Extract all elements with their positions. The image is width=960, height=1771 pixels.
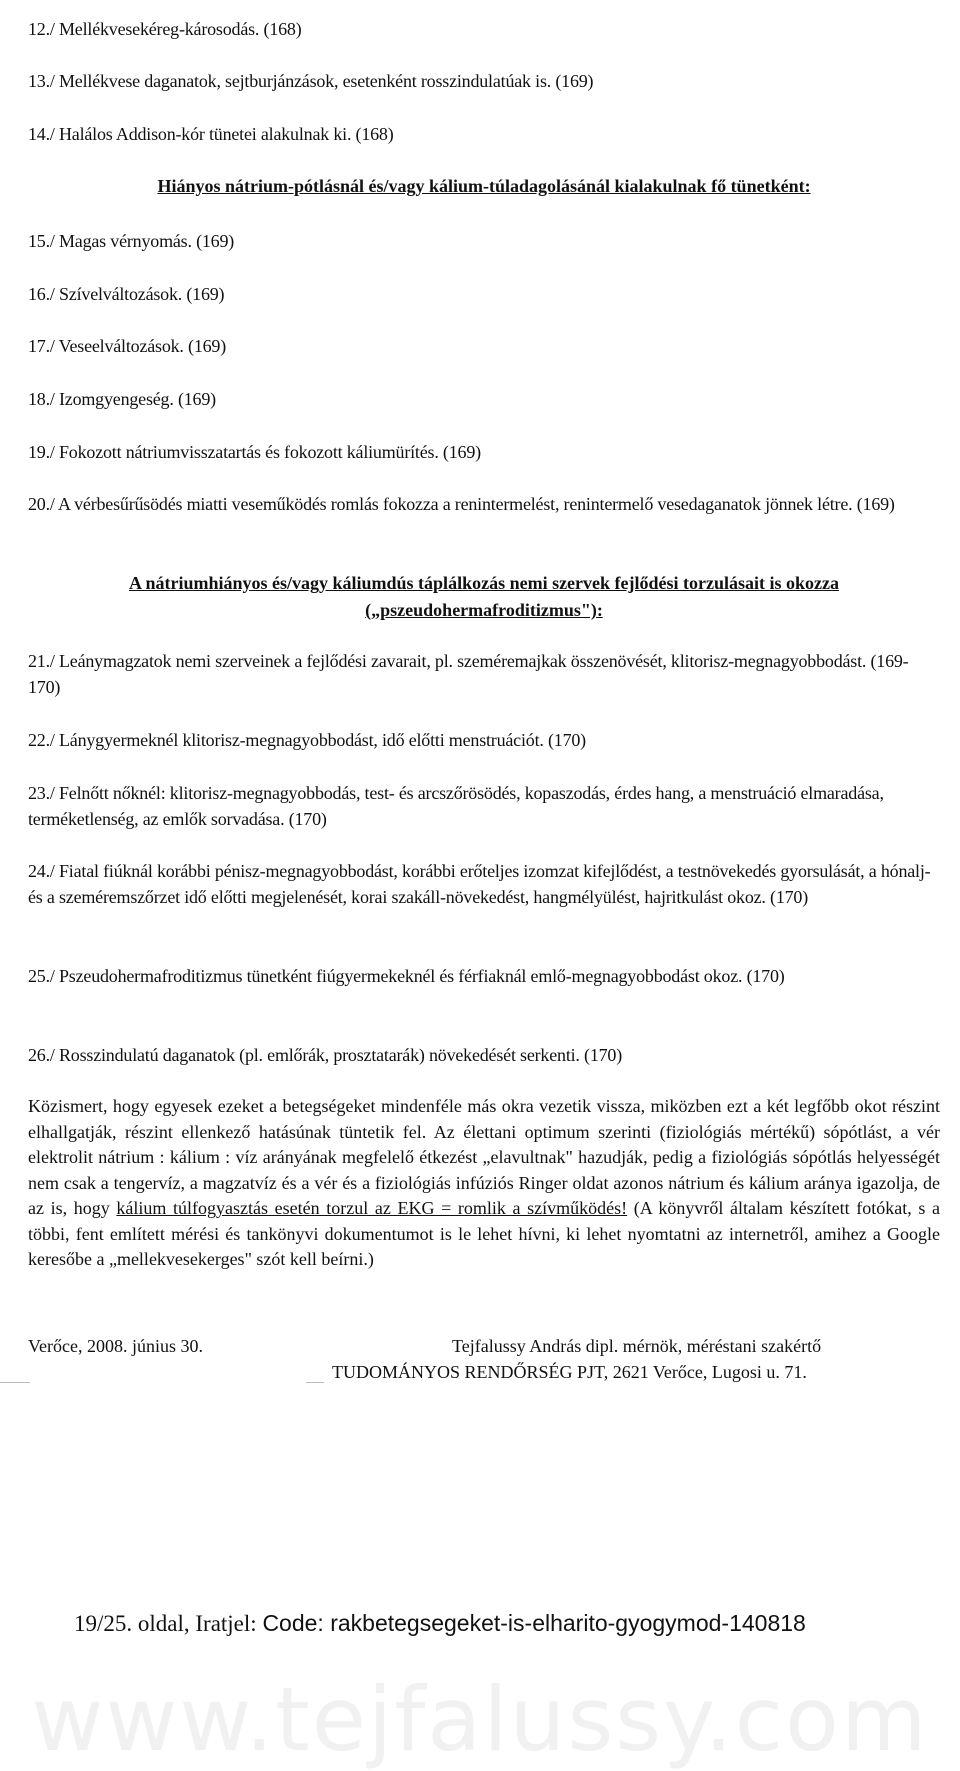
closing-text-part2: (A könyvről általam készített fotókat, s a többi, fent említett mérési és tankönyvi dokumentumot is le lehet hívni, ki lehet nyomtatni az internetről, amihez a Google keresőbe a „mellekvesekerges" szót kell beírni.): [28, 1198, 940, 1269]
list-item-16: 16./ Szívelváltozások. (169): [28, 284, 225, 304]
signature-author: Tejfalussy András dipl. mérnök, méréstani szakértő: [452, 1336, 822, 1356]
section-heading-sodium-deficiency: Hiányos nátrium-pótlásnál és/vagy kálium-túladagolásánál kialakulnak fő tünetként:: [157, 176, 811, 196]
section-heading-malformation: A nátriumhiányos és/vagy káliumdús táplálkozás nemi szervek fejlődési torzulásait is okozza: [128, 573, 839, 593]
list-item-21: 21./ Leánymagzatok nemi szerveinek a fejlődési zavarait, pl. szeméremajkak összenövését, klitorisz-megnagyobbodást. (169-170): [28, 651, 909, 697]
closing-text-part1: Közismert, hogy egyesek ezeket a betegségeket mindenféle más okra vezetik vissza, miközben ezt a két legfőbb okot részint elhallgatják, részint ellenkező hatásúnak tüntetik fel. Az élettani optimum szerinti (fiziológiás mértékű) sópótlást, a vér elektrolit nátrium : kálium : víz arányának megfelelő étkezést „elavultnak" hazudják, pedig a fiziológiás sópótlás helyességét nem csak a tengervíz, a magzatvíz és a vér és a fiziológiás infúziós Ringer oldat azonos nátrium és kálium aránya igazolja, de az is, hogy: [28, 1096, 940, 1218]
list-item-12: 12./ Mellékvesekéreg-károsodás. (168): [28, 19, 302, 39]
list-item-15: 15./ Magas vérnyomás. (169): [28, 231, 235, 251]
list-item-19: 19./ Fokozott nátriumvisszatartás és fokozott káliumürítés. (169): [28, 442, 481, 462]
list-item-24: 24./ Fiatal fiúknál korábbi pénisz-megnagyobbodást, korábbi erőteljes izomzat kifejlődést, a testnövekedés gyorsulását, a hónalj- és a szeméremszőrzet idő előtti megjelenését, korai szakáll-növekedést, hangmélyülést, hajritkulást okoz. (170): [28, 861, 931, 907]
section-heading-malformation-subtitle: („pszeudohermafroditizmus"):: [365, 600, 603, 620]
list-item-17: 17./ Veseelváltozások. (169): [28, 336, 227, 356]
list-item-14: 14./ Halálos Addison-kór tünetei alakulnak ki. (168): [28, 124, 394, 144]
list-item-18: 18./ Izomgyengeség. (169): [28, 389, 216, 409]
list-item-25: 25./ Pszeudohermafroditizmus tünetként fiúgyermekeknél és férfiaknál emlő-megnagyobbodást okoz. (170): [28, 966, 785, 986]
scan-dash-mid: [306, 1382, 324, 1383]
list-item-20: 20./ A vérbesűrűsödés miatti veseműködés romlás fokozza a renintermelést, renintermelő vesedaganatok jönnek létre. (169): [28, 494, 895, 514]
page-footer: [74, 1610, 806, 1637]
website-watermark: www.tejfalussy.com: [31, 1668, 929, 1771]
scan-dash-left: [0, 1382, 30, 1383]
closing-underlined-warning: kálium túlfogyasztás esetén torzul az EKG = romlik a szívműködés!: [116, 1198, 628, 1218]
list-item-13: 13./ Mellékvese daganatok, sejtburjánzások, esetenként rosszindulatúak is. (169): [28, 71, 594, 91]
signature-place-date: Verőce, 2008. június 30.: [28, 1336, 203, 1356]
signature-organization: TUDOMÁNYOS RENDŐRSÉG PJT, 2621 Verőce, Lugosi u. 71.: [332, 1362, 807, 1382]
list-item-22: 22./ Lánygyermeknél klitorisz-megnagyobbodást, idő előtti menstruációt. (170): [28, 730, 586, 750]
footer-page-number: 19/25. oldal, Iratjel:: [74, 1611, 257, 1636]
footer-document-code: Code: rakbetegsegeket-is-elharito-gyogymod-140818: [262, 1610, 806, 1636]
list-item-23: 23./ Felnőtt nőknél: klitorisz-megnagyobbodás, test- és arcszőrösödés, kopaszodás, érdes hang, a menstruáció elmaradása, terméketlenség, az emlők sorvadása. (170): [28, 783, 884, 829]
closing-paragraph: [28, 1094, 940, 1273]
list-item-26: 26./ Rosszindulatú daganatok (pl. emlőrák, prosztatarák) növekedését serkenti. (170): [28, 1045, 623, 1065]
